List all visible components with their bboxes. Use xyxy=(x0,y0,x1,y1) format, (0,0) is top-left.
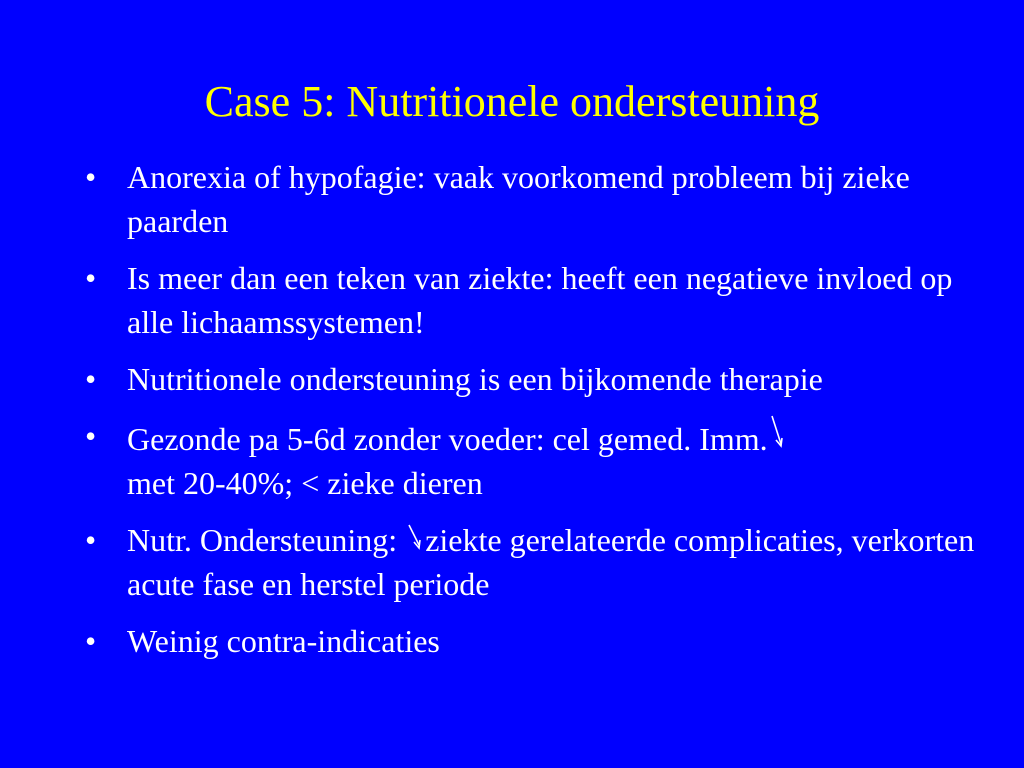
bullet-marker: • xyxy=(85,361,97,397)
bullet-text: Is meer dan een teken van ziekte: heeft een negatieve invloed op alle lichaamssystemen! xyxy=(127,260,953,340)
bullet-list xyxy=(85,155,985,676)
bullet-item xyxy=(85,518,985,606)
bullet-marker: • xyxy=(85,623,97,659)
bullet-text: Weinig contra-indicaties xyxy=(127,623,440,659)
bullet-marker: • xyxy=(85,418,97,454)
bullet-item xyxy=(85,357,985,401)
bullet-item xyxy=(85,414,985,505)
bullet-marker: • xyxy=(85,260,97,296)
bullet-item xyxy=(85,619,985,663)
down-arrow-icon xyxy=(407,523,423,551)
bullet-text: Nutritionele ondersteuning is een bijkomende therapie xyxy=(127,361,823,397)
down-arrow-icon xyxy=(770,414,784,450)
bullet-text-before: Nutr. Ondersteuning: xyxy=(127,522,406,558)
bullet-text-before: Gezonde pa 5-6d zonder voeder: cel gemed. Imm. xyxy=(127,421,768,457)
slide-title: Case 5: Nutritionele ondersteuning xyxy=(204,77,820,126)
bullet-text-after: ziekte gerelateerde complicaties, verkorten acute fase en herstel periode xyxy=(127,522,975,602)
bullet-text-after: met 20-40%; < zieke dieren xyxy=(127,465,483,501)
bullet-item xyxy=(85,256,985,344)
bullet-marker: • xyxy=(85,159,97,195)
bullet-item xyxy=(85,155,985,243)
bullet-marker: • xyxy=(85,522,97,558)
bullet-text: Anorexia of hypofagie: vaak voorkomend probleem bij zieke paarden xyxy=(127,159,910,239)
